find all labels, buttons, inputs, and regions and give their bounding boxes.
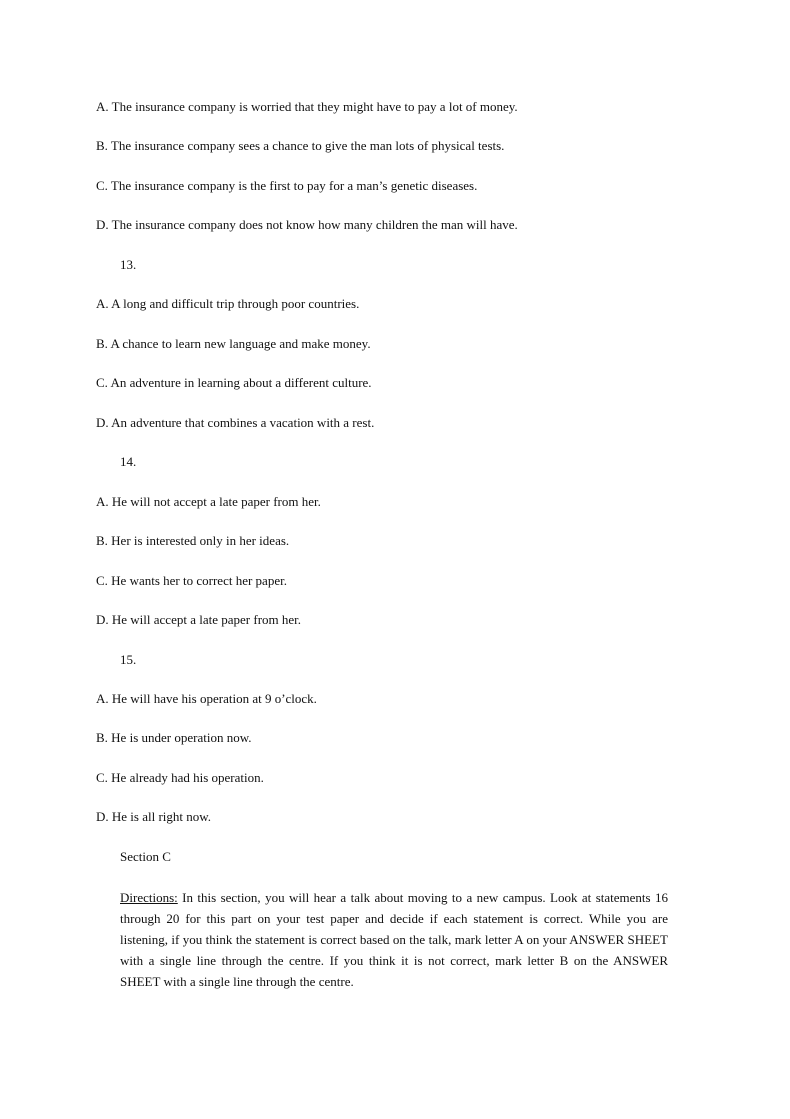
question-number-15: 15. <box>120 652 137 667</box>
q14-option-c: C. He wants her to correct her paper. <box>96 573 287 588</box>
q15-option-c: C. He already had his operation. <box>96 770 264 785</box>
q12-option-b: B. The insurance company sees a chance to give the man lots of physical tests. <box>96 138 505 153</box>
q13-option-d: D. An adventure that combines a vacation with a rest. <box>96 415 375 430</box>
q13-option-b: B. A chance to learn new language and make money. <box>96 336 371 351</box>
q13-option-c: C. An adventure in learning about a different culture. <box>96 375 372 390</box>
q12-option-a: A. The insurance company is worried that they might have to pay a lot of money. <box>96 99 518 114</box>
q13-option-a: A. A long and difficult trip through poor countries. <box>96 296 360 311</box>
directions-text: In this section, you will hear a talk about moving to a new campus. Look at statements 16 through 20 for this part on your test paper and decide if each statement is correct. While you are listening, if you think the statement is correct based on the talk, mark letter A on your ANSWER SHEET with a single line through the centre. If you think it is not correct, mark letter B on the ANSWER SHEET with a single line through the centre. <box>120 890 668 989</box>
q12-option-d: D. The insurance company does not know how many children the man will have. <box>96 217 518 232</box>
q15-option-b: B. He is under operation now. <box>96 730 252 745</box>
section-c-title: Section C <box>120 849 171 864</box>
q12-option-c: C. The insurance company is the first to pay for a man’s genetic diseases. <box>96 178 478 193</box>
q14-option-b: B. Her is interested only in her ideas. <box>96 533 290 548</box>
question-number-14: 14. <box>120 454 137 469</box>
q14-option-a: A. He will not accept a late paper from her. <box>96 494 321 509</box>
section-c-directions <box>120 887 668 992</box>
question-number-13: 13. <box>120 257 137 272</box>
q15-option-a: A. He will have his operation at 9 o’clock. <box>96 691 317 706</box>
directions-label: Directions: <box>120 890 178 905</box>
q15-option-d: D. He is all right now. <box>96 809 212 824</box>
q14-option-d: D. He will accept a late paper from her. <box>96 612 302 627</box>
